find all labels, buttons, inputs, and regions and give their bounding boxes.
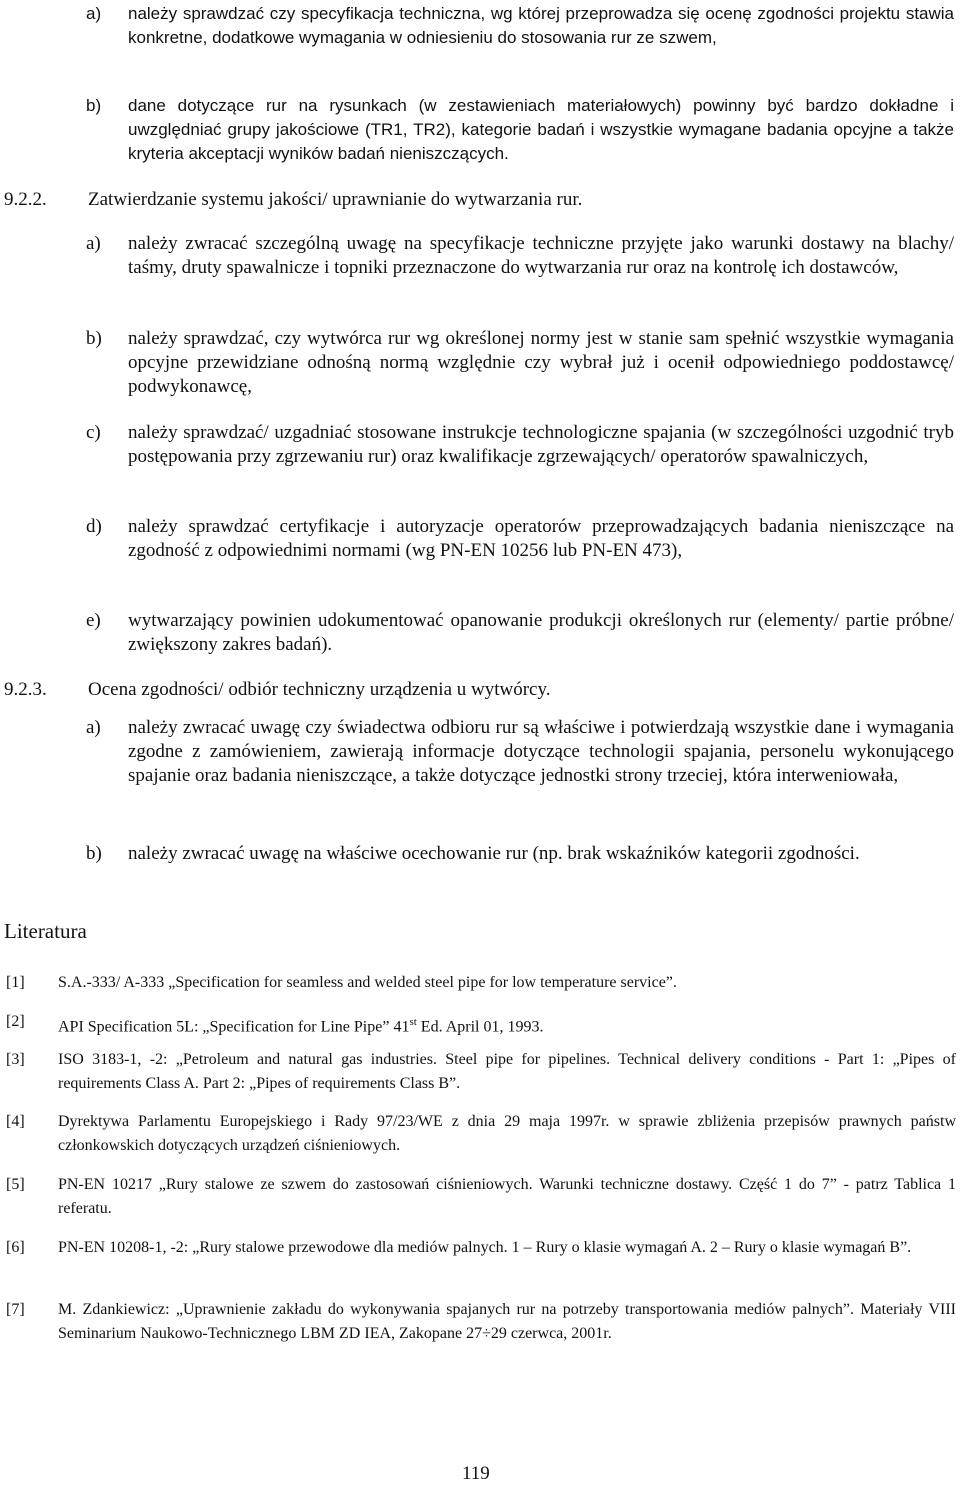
reference-number: [5] [6,1176,25,1193]
item-text: należy sprawdzać, czy wytwórca rur wg określonej normy jest w stanie sam spełnić wszystkie wymagania opcyjne przewidziane odnośną normą względnie czy wybrał już i ocenił odpowiedniego poddostawcę/ podwykonawcę, [128,328,954,397]
reference-text [58,1010,956,1039]
superscript: st [409,1016,417,1028]
item-text: należy sprawdzać/ uzgadniać stosowane instrukcje technologiczne spajania (w szczególności uzgodnić tryb postępowania przy zgrzewaniu rur) oraz kwalifikacje zgrzewających/ operatorów spawalniczych, [128,422,954,467]
item-label: a) [86,233,101,254]
item-text: należy zwracać uwagę na właściwe ocechowanie rur (np. brak wskaźników kategorii zgodności. [128,843,860,864]
reference-text-main: API Specification 5L: „Specification for Line Pipe” 41 [58,1018,410,1036]
item-text: należy zwracać uwagę czy świadectwa odbioru rur są właściwe i potwierdzają wszystkie dane i wymagania zgodne z zamówieniem, zawierają informacje dotyczące technologii spajania, personelu wykonującego spajanie oraz badania nieniszczące, a także dotyczące jednostki strony trzeciej, która interweniowała, [128,717,954,786]
reference-text: PN-EN 10208-1, -2: „Rury stalowe przewodowe dla mediów palnych. 1 – Rury o klasie wymagań A. 2 – Rury o klasie wymagań B”. [58,1239,912,1256]
page-number: 119 [462,1463,490,1484]
section-heading: Ocena zgodności/ odbiór techniczny urządzenia u wytwórcy. [88,679,551,700]
item-label: b) [86,843,102,864]
reference-text-end: Ed. April 01, 1993. [416,1018,544,1036]
reference-text: M. Zdankiewicz: „Uprawnienie zakładu do wykonywania spajanych rur na potrzeby transportowania mediów palnych”. Materiały VIII Seminarium Naukowo-Technicznego LBM ZD IEA, Zakopane 27÷29 czerwca, 2001r. [58,1301,956,1342]
reference-number: [3] [6,1051,25,1068]
section-number: 9.2.3. [4,679,47,700]
item-label: a) [86,4,102,23]
reference-number: [7] [6,1301,25,1318]
item-label: e) [86,610,101,631]
item-label: b) [86,328,102,349]
item-label: d) [86,516,102,537]
item-text: wytwarzający powinien udokumentować opanowanie produkcji określonych rur (elementy/ partie próbne/ zwiększony zakres badań). [128,610,954,655]
item-text: należy zwracać szczególną uwagę na specyfikacje techniczne przyjęte jako warunki dostawy na blachy/ taśmy, druty spawalnicze i topniki przeznaczone do wytwarzania rur oraz na kontrolę ich dostawców, [128,233,954,278]
section-heading: Zatwierdzanie systemu jakości/ uprawnianie do wytwarzania rur. [88,189,583,210]
item-label: b) [86,96,102,115]
reference-number: [6] [6,1239,25,1256]
reference-text: Dyrektywa Parlamentu Europejskiego i Rady 97/23/WE z dnia 29 maja 1997r. w sprawie zbliżenia przepisów prawnych państw członkowskich dotyczących urządzeń ciśnieniowych. [58,1113,956,1154]
item-text: należy sprawdzać certyfikacje i autoryzacje operatorów przeprowadzających badania nieniszczące na zgodność z odpowiednimi normami (wg PN-EN 10256 lub PN-EN 473), [128,516,954,561]
section-number: 9.2.2. [4,189,47,210]
literature-heading: Literatura [4,919,87,943]
reference-text: ISO 3183-1, -2: „Petroleum and natural gas industries. Steel pipe for pipelines. Technical delivery conditions - Part 1: „Pipes of requirements Class A. Part 2: „Pipes of requirements Class B”. [58,1051,956,1092]
item-label: c) [86,422,101,443]
reference-number: [2] [6,1013,25,1030]
item-label: a) [86,717,101,738]
item-text: dane dotyczące rur na rysunkach (w zestawieniach materiałowych) powinny być bardzo dokładne i uwzględniać grupy jakościowe (TR1, TR2), kategorie badań i wszystkie wymagane badania opcyjne a także kryteria akceptacji wyników badań nieniszczących. [128,96,954,163]
reference-text: S.A.-333/ A-333 „Specification for seamless and welded steel pipe for low temperature service”. [58,974,677,991]
reference-number: [4] [6,1113,25,1130]
reference-number: [1] [6,974,25,991]
reference-text: PN-EN 10217 „Rury stalowe ze szwem do zastosowań ciśnieniowych. Warunki techniczne dostawy. Część 1 do 7” - patrz Tablica 1 referatu. [58,1176,956,1217]
item-text: należy sprawdzać czy specyfikacja techniczna, wg której przeprowadza się ocenę zgodności projektu stawia konkretne, dodatkowe wymagania w odniesieniu do stosowania rur ze szwem, [128,4,954,47]
